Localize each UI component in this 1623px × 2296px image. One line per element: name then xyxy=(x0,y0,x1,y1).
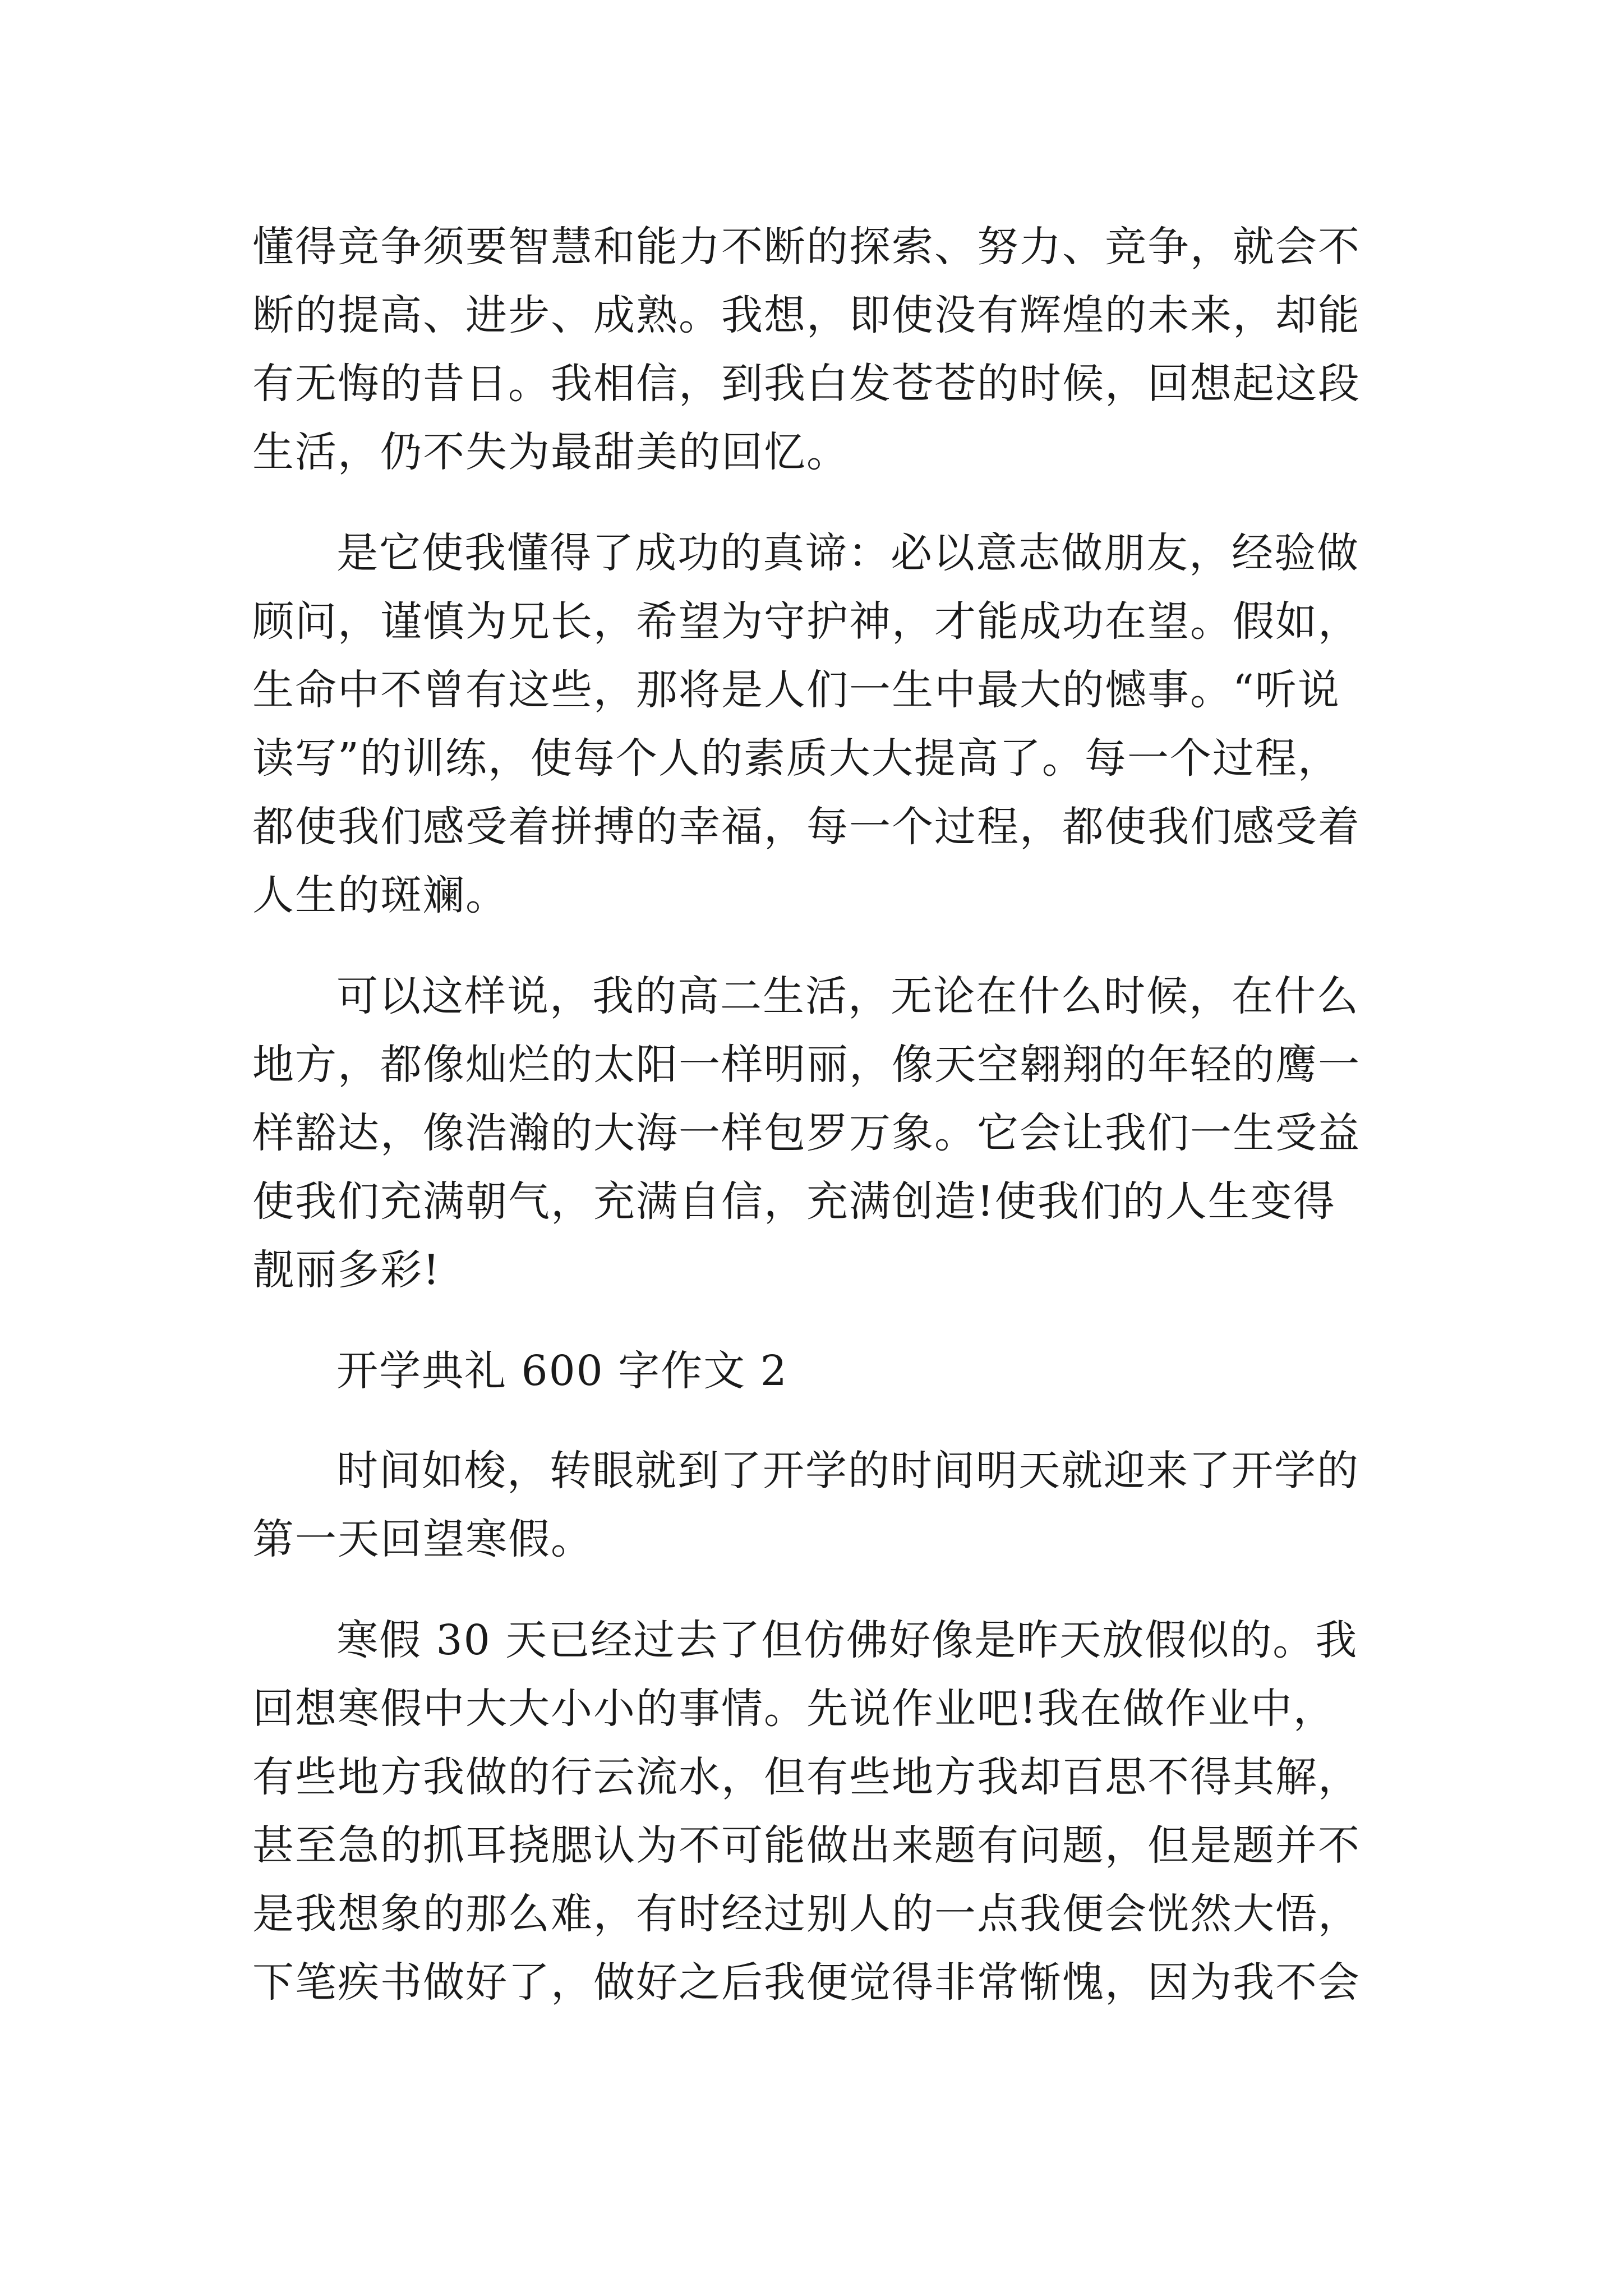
text-line: 靓丽多彩! xyxy=(252,1246,441,1294)
text-line: 有无悔的昔日。我相信，到我白发苍苍的时候，回想起这段 xyxy=(252,360,1361,408)
text-line: 都使我们感受着拼搏的幸福，每一个过程，都使我们感受着 xyxy=(252,803,1361,851)
text-line: 是它使我懂得了成功的真谛：必以意志做朋友，经验做 xyxy=(336,529,1359,577)
text-line: 有些地方我做的行云流水，但有些地方我却百思不得其解， xyxy=(252,1753,1361,1801)
text-line: 是我想象的那么难，有时经过别人的一点我便会恍然大悟， xyxy=(252,1890,1361,1938)
text-line: 样豁达，像浩瀚的大海一样包罗万象。它会让我们一生受益 xyxy=(252,1109,1361,1157)
text-line: 下笔疾书做好了，做好之后我便觉得非常惭愧，因为我不会 xyxy=(252,1958,1361,2007)
text-line: 回想寒假中大大小小的事情。先说作业吧!我在做作业中， xyxy=(252,1685,1336,1733)
text-line: 懂得竞争须要智慧和能力不断的探索、努力、竞争，就会不 xyxy=(252,223,1361,271)
text-line: 断的提高、进步、成熟。我想，即使没有辉煌的未来，却能 xyxy=(252,291,1361,339)
text-line: 使我们充满朝气，充满自信，充满创造!使我们的人生变得 xyxy=(252,1177,1336,1226)
text-line: 人生的斑斓。 xyxy=(252,871,508,919)
text-line: 地方，都像灿烂的太阳一样明丽，像天空翱翔的年轻的鹰一 xyxy=(252,1041,1361,1089)
text-line: 时间如梭，转眼就到了开学的时间明天就迎来了开学的 xyxy=(336,1447,1359,1495)
text-line: 可以这样说，我的高二生活，无论在什么时候，在什么 xyxy=(336,972,1359,1020)
text-line: 第一天回望寒假。 xyxy=(252,1515,593,1563)
text-line: 顾问，谨慎为兄长，希望为守护神，才能成功在望。假如， xyxy=(252,597,1361,646)
text-line: 生命中不曾有这些，那将是人们一生中最大的憾事。“听说 xyxy=(252,666,1340,714)
text-line: 生活，仍不失为最甜美的回忆。 xyxy=(252,428,849,476)
text-line: 甚至急的抓耳挠腮认为不可能做出来题有问题，但是题并不 xyxy=(252,1821,1361,1870)
text-line: 读写”的训练，使每个人的素质大大提高了。每一个过程， xyxy=(252,734,1340,783)
section-heading: 开学典礼 600 字作文 2 xyxy=(336,1347,788,1395)
text-line: 寒假 30 天已经过去了但仿佛好像是昨天放假似的。我 xyxy=(336,1616,1358,1664)
